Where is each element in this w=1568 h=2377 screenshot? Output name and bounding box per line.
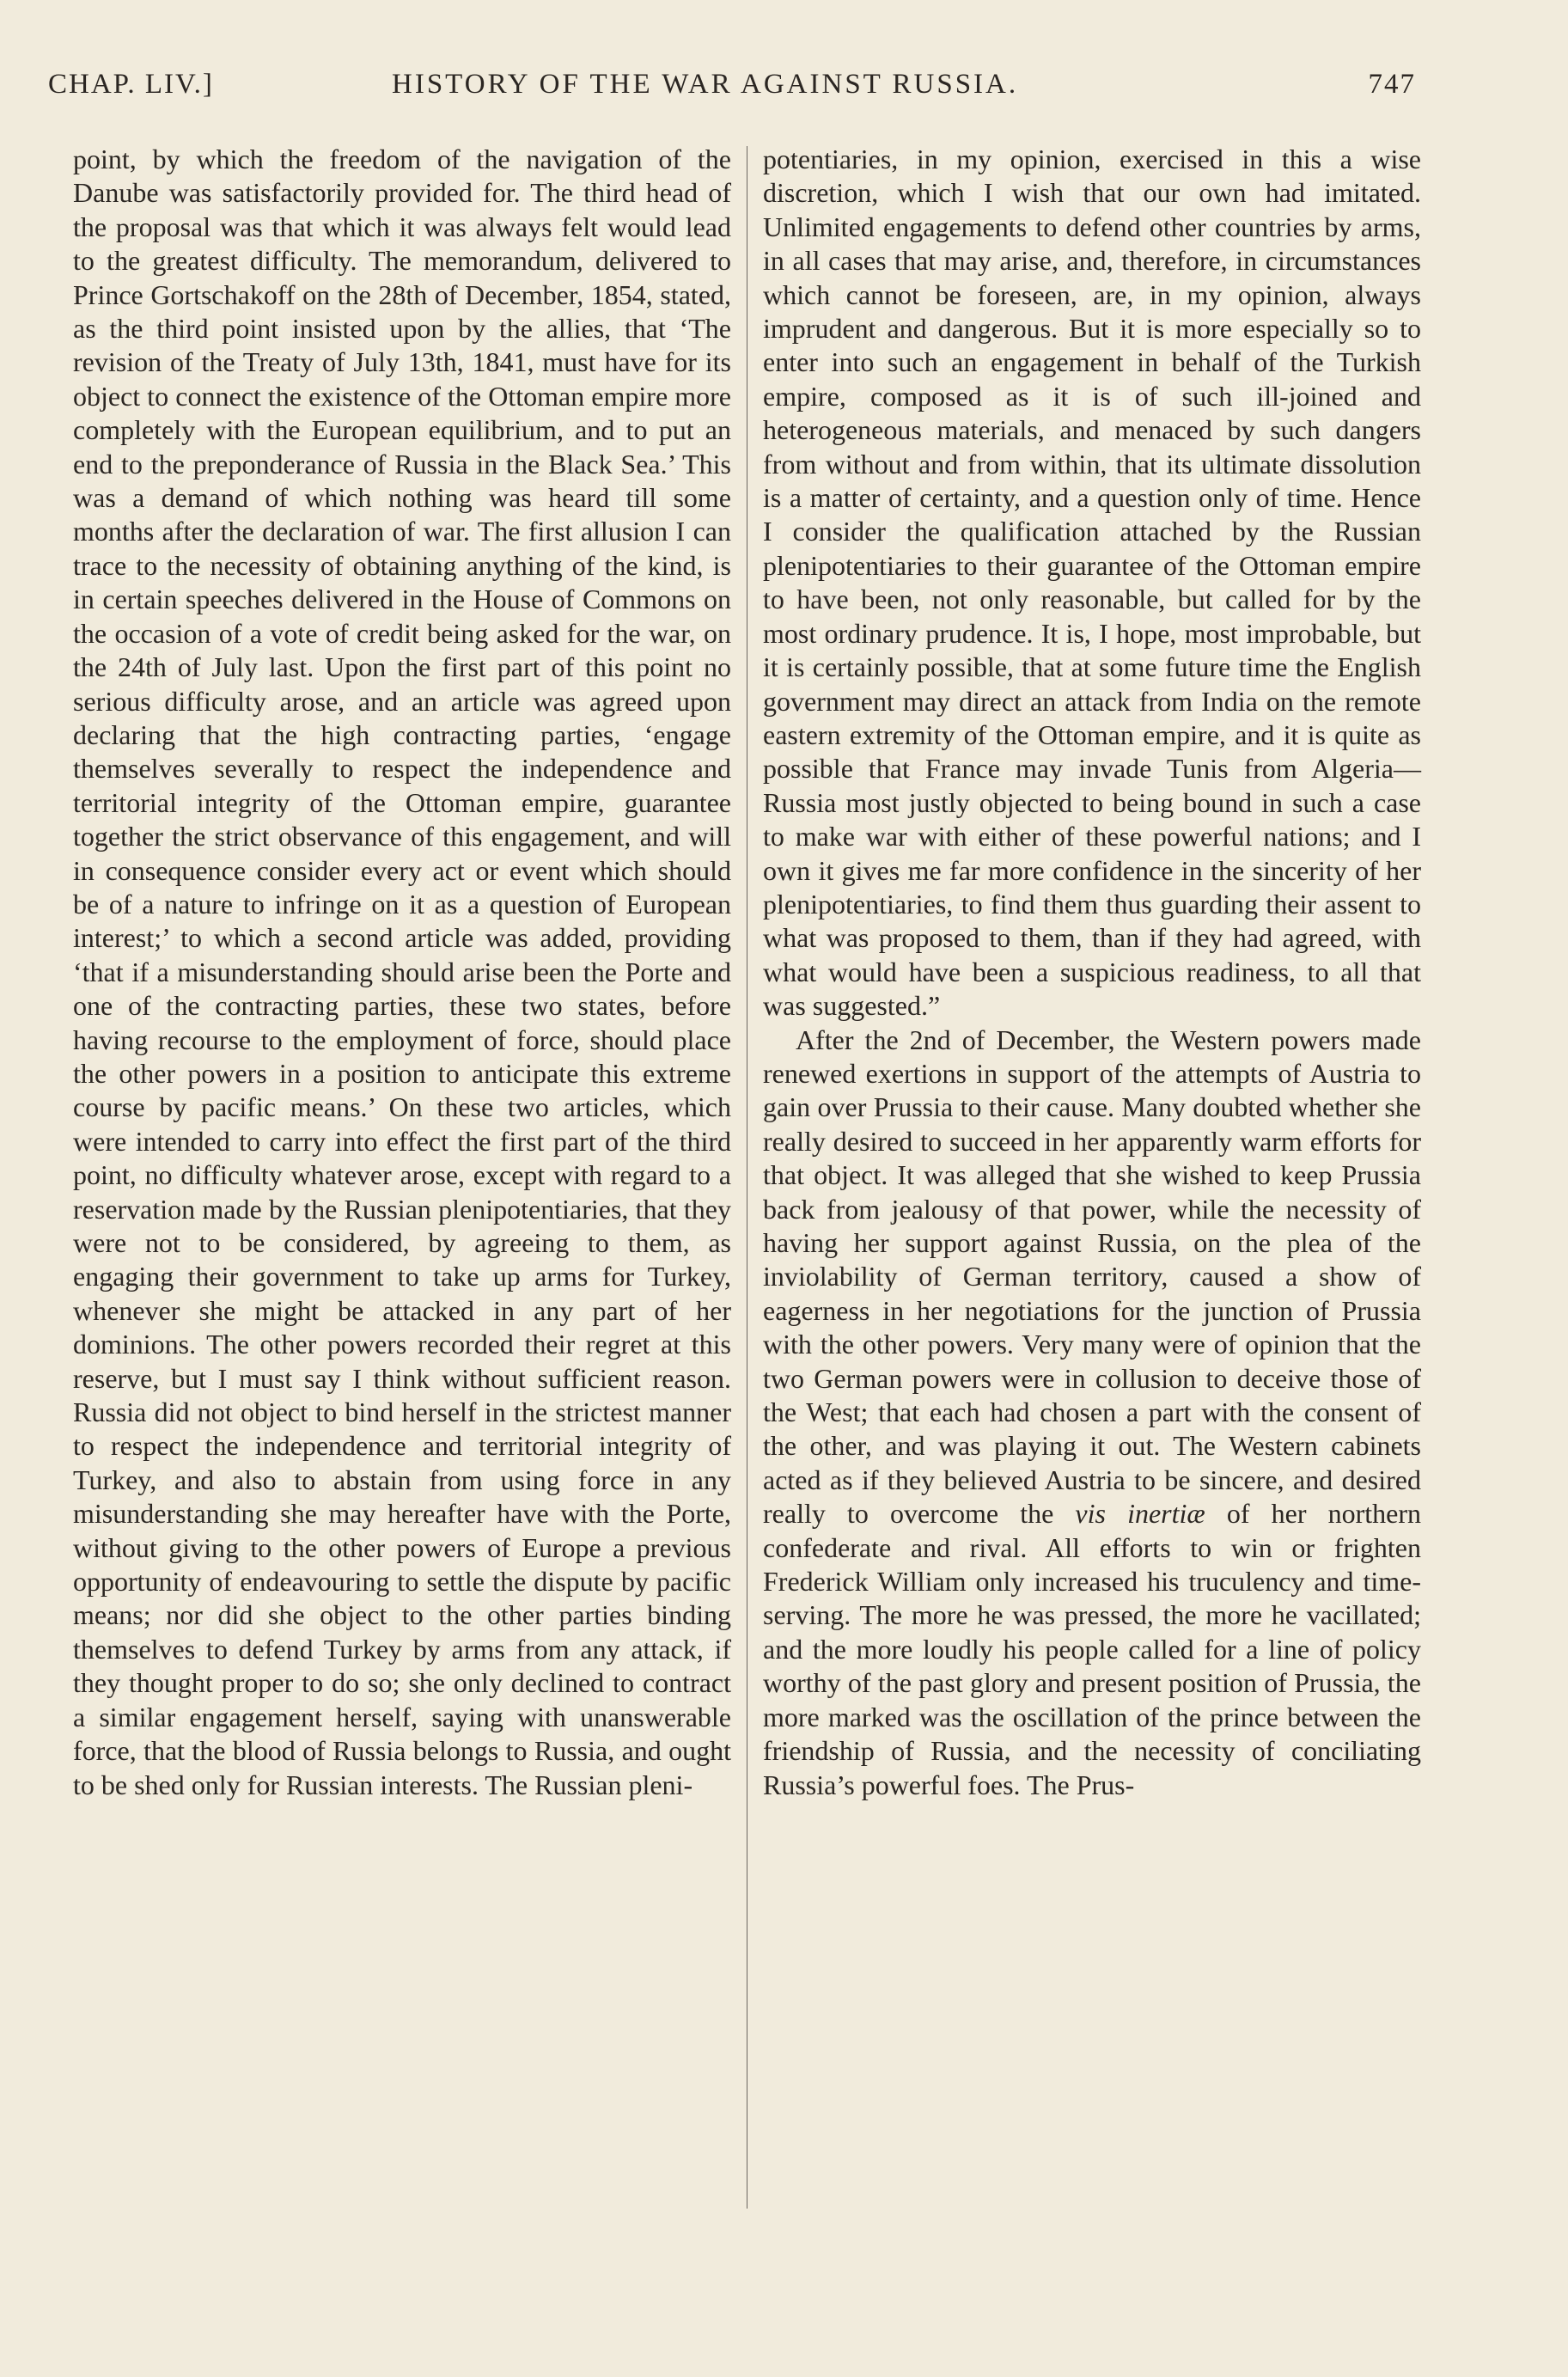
- right-column: [763, 143, 1421, 1802]
- right-paragraph-2-end: of her northern confederate and rival. All efforts to win or frighten Frederick William only increased his truculency and time-serving. The more he was pressed, the more he vacillated; and the more loudly his people called for a line of policy worthy of the past glory and present position of Prussia, the more marked was the oscillation of the prince between the friendship of Russia, and the necessity of conciliating Russia’s powerful foes. The Prus-: [763, 1498, 1421, 1800]
- page-number: 747: [1368, 69, 1416, 100]
- left-paragraph-1: point, by which the freedom of the navigation of the Danube was satisfactorily provided for. The third head of the proposal was that which it was always felt would lead to the greatest difficulty. The memorandum, delivered to Prince Gortschakoff on the 28th of December, 1854, stated, as the third point insisted upon by the allies, that ‘The revision of the Treaty of July 13th, 1841, must have for its object to connect the existence of the Ottoman empire more completely with the European equilibrium, and to put an end to the preponderance of Russia in the Black Sea.’ This was a demand of which nothing was heard till some months after the declaration of war. The first allusion I can trace to the necessity of obtaining anything of the kind, is in certain speeches delivered in the House of Commons on the occasion of a vote of credit being asked for the war, on the 24th of July last. Upon the first part of this point no serious difficulty arose, and an article was agreed upon declaring that the high contracting parties, ‘engage themselves severally to respect the independence and territorial integrity of the Ottoman empire, guarantee together the strict observance of this engagement, and will in consequence consider every act or event which should be of a nature to infringe on it as a question of European interest;’ to which a second article was added, providing ‘that if a misunderstanding should arise been the Porte and one of the contracting parties, these two states, before having recourse to the employment of force, should place the other powers in a position to anticipate this extreme course by pacific means.’ On these two articles, which were intended to carry into effect the first part of the third point, no difficulty whatever arose, except with regard to a reservation made by the Russian plenipotentiaries, that they were not to be considered, by agreeing to them, as engaging their government to take up arms for Turkey, whenever she might be attacked in any part of her dominions. The other powers recorded their regret at this reserve, but I must say I think without sufficient reason. Russia did not object to bind herself in the strictest manner to respect the independence and territorial integrity of Turkey, and also to abstain from using force in any misunderstanding she may hereafter have with the Porte, without giving to the other powers of Europe a previous opportunity of endeavouring to settle the dispute by pacific means; nor did she object to the other parties binding themselves to defend Turkey by arms from any attack, if they thought proper to do so; she only declined to contract a similar engagement herself, saying with unanswerable force, that the blood of Russia belongs to Russia, and ought to be shed only for Russian interests. The Russian pleni-: [73, 144, 731, 1800]
- chapter-label: CHAP. LIV.]: [48, 69, 214, 100]
- latin-phrase: vis inertiæ: [1075, 1498, 1205, 1530]
- running-title: HISTORY OF THE WAR AGAINST RUSSIA.: [392, 69, 1019, 100]
- running-header: [48, 69, 1416, 120]
- right-paragraph-2: [763, 1024, 1421, 1802]
- right-paragraph-1: potentiaries, in my opinion, exercised in this a wise discretion, which I wish that our own had imitated. Unlimited engagements to defend other countries by arms, in all cases that may arise, and, therefore, in circumstances which cannot be foreseen, are, in my opinion, always imprudent and dangerous. But it is more especially so to enter into such an engagement in behalf of the Turkish empire, composed as it is of such ill-joined and heterogeneous materials, and menaced by such dangers from without and from within, that its ultimate dissolution is a matter of certainty, and a question only of time. Hence I consider the qualification attached by the Russian plenipotentiaries to their guarantee of the Ottoman empire to have been, not only reasonable, but called for by the most ordinary prudence. It is, I hope, most improbable, but it is certainly possible, that at some future time the English government may direct an attack from India on the remote eastern extremity of the Ottoman empire, and it is quite as possible that France may invade Tunis from Algeria—Russia most justly objected to being bound in such a case to make war with either of these powerful nations; and I own it gives me far more confidence in the sincerity of her plenipotentiaries, to find them thus guarding their assent to what was proposed to them, than if they had agreed, with what would have been a suspicious readiness, to all that was suggested.”: [763, 144, 1421, 1022]
- right-paragraph-2-start: After the 2nd of December, the Western powers made renewed exertions in support of the attempts of Austria to gain over Prussia to their cause. Many doubted whether she really desired to succeed in her apparently warm efforts for that object. It was alleged that she wished to keep Prussia back from jealousy of that power, while the necessity of having her support against Russia, on the plea of the inviolability of German territory, caused a show of eagerness in her negotiations for the junction of Prussia with the other powers. Very many were of opinion that the two German powers were in collusion to deceive those of the West; that each had chosen a part with the consent of the other, and was playing it out. The Western cabinets acted as if they believed Austria to be sincere, and desired really to overcome the: [763, 1024, 1421, 1530]
- left-column: [73, 143, 731, 1802]
